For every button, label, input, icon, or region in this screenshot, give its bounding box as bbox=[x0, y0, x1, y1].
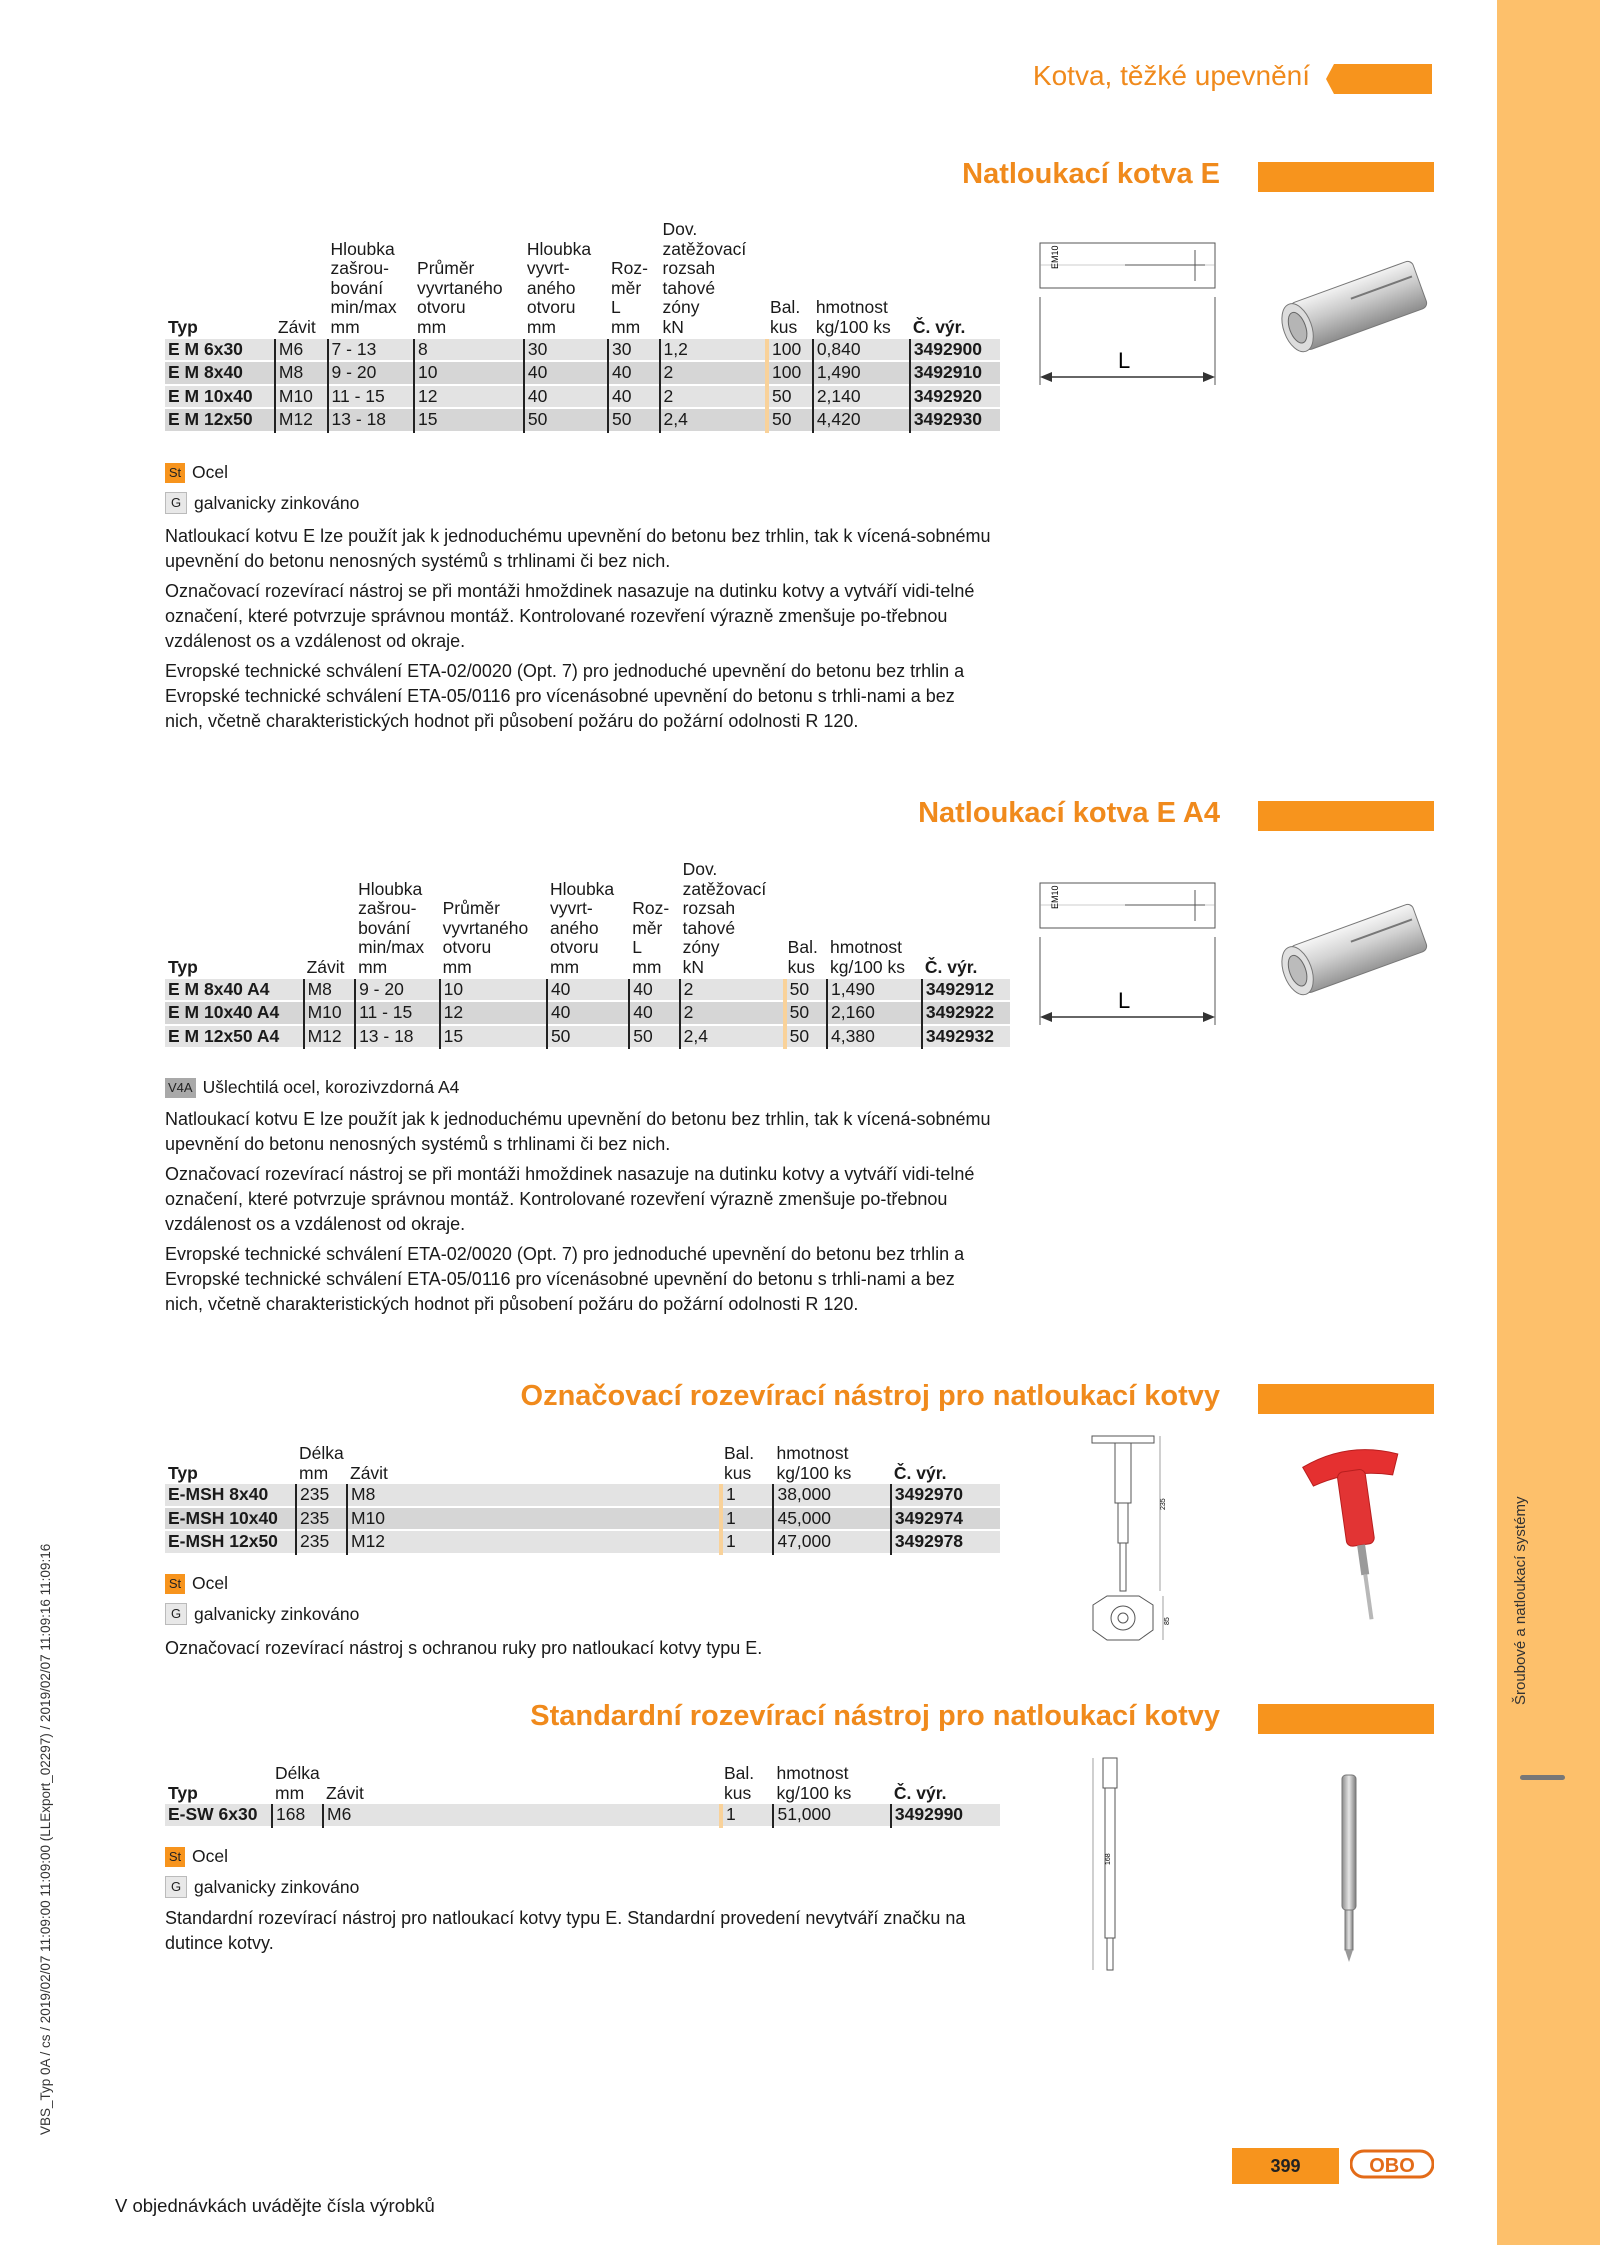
cell-cv: 3492920 bbox=[910, 385, 1000, 409]
cell-hm: 4,380 bbox=[827, 1025, 922, 1049]
cell-hv: 40 bbox=[547, 1001, 629, 1025]
cell-pr: 15 bbox=[414, 408, 524, 432]
g-badge: G bbox=[165, 1876, 187, 1898]
col-prumer: Průměr vyvrtaného otvoru mm bbox=[442, 898, 529, 977]
dim-label: 85 bbox=[1164, 1617, 1171, 1625]
cell-cv: 3492910 bbox=[910, 361, 1000, 385]
cell-hv: 30 bbox=[524, 339, 608, 362]
section3-rows bbox=[165, 1484, 1000, 1554]
cell-cv: 3492974 bbox=[891, 1507, 1000, 1531]
col-hloubka-zas: Hloubka zašrou- bování min/max mm bbox=[330, 238, 397, 337]
cell-hv: 40 bbox=[524, 385, 608, 409]
cell-hm: 2,160 bbox=[827, 1001, 922, 1025]
cell-cv: 3492922 bbox=[922, 1001, 1010, 1025]
dim-label: 168 bbox=[1105, 1853, 1112, 1865]
col-bal: Bal. kus bbox=[724, 1763, 755, 1803]
table-row bbox=[165, 1001, 1010, 1025]
section2-title: Natloukací kotva E A4 bbox=[918, 797, 1220, 829]
cell-typ: E M 12x50 bbox=[168, 409, 253, 430]
standard-tool-drawing bbox=[1085, 1750, 1145, 1980]
material-label: galvanicky zinkováno bbox=[194, 1603, 360, 1624]
cell-hz: 7 - 13 bbox=[328, 339, 414, 362]
section1-rows bbox=[165, 339, 1000, 432]
footer-note: V objednávkách uvádějte čísla výrobků bbox=[115, 2195, 435, 2216]
cell-delka: 235 bbox=[296, 1484, 347, 1507]
desc-paragraph: Natloukací kotvu E lze použít jak k jednoduchému upevnění do betonu bez trhlin, tak k vícená-sobnému upevnění do betonu nenosných systémů s trhlinami či bez nich. bbox=[165, 1109, 991, 1154]
cell-typ: E M 10x40 bbox=[168, 385, 253, 406]
st-badge: St bbox=[165, 1574, 185, 1594]
cell-hm: 4,420 bbox=[813, 408, 910, 432]
cell-hv: 40 bbox=[547, 979, 629, 1002]
cell-hz: 11 - 15 bbox=[355, 1001, 440, 1025]
col-typ: Typ bbox=[168, 956, 198, 977]
desc-paragraph: Evropské technické schválení ETA-02/0020 (Opt. 7) pro jednoduché upevnění do betonu bez trhlin a Evropské technické schválení ETA-05/0116 pro vícenásobné upevnění do betonu s trhli-nami a bez nich, včetně charakteristických hodnot při působení požáru do požární odolnosti R 120. bbox=[165, 661, 965, 731]
header-tab-bar bbox=[1326, 64, 1432, 94]
cell-typ: E-MSH 8x40 bbox=[168, 1484, 269, 1505]
section4-rows bbox=[165, 1804, 1000, 1827]
section1-table bbox=[165, 220, 1000, 433]
cell-bal: 50 bbox=[767, 385, 813, 409]
cell-bal: 50 bbox=[785, 979, 827, 1002]
cell-typ: E M 6x30 bbox=[168, 338, 243, 359]
section2-table bbox=[165, 860, 1010, 1049]
section4-bar bbox=[1258, 1704, 1434, 1734]
cell-hz: 9 - 20 bbox=[328, 361, 414, 385]
col-hmotnost: hmotnost kg/100 ks bbox=[776, 1443, 852, 1483]
col-typ: Typ bbox=[168, 1782, 198, 1803]
cell-hv: 40 bbox=[524, 361, 608, 385]
col-zavit: Závit bbox=[350, 1462, 388, 1483]
cell-cv: 3492978 bbox=[891, 1530, 1000, 1554]
cell-cv: 3492990 bbox=[891, 1804, 1000, 1827]
cell-typ: E-MSH 10x40 bbox=[168, 1507, 278, 1528]
cell-zavit: M6 bbox=[275, 339, 328, 362]
material-st bbox=[165, 1846, 228, 1867]
dim-label: 235 bbox=[1160, 1498, 1167, 1510]
table-row bbox=[165, 1484, 1000, 1507]
cell-typ: E M 10x40 A4 bbox=[168, 1002, 280, 1023]
col-zatez: Dov. zatěžovací rozsah tahové zóny kN bbox=[682, 859, 767, 977]
dimension-label: L bbox=[1118, 348, 1131, 373]
cell-bal: 50 bbox=[785, 1025, 827, 1049]
page-header-title: Kotva, těžké upevnění bbox=[1032, 60, 1310, 91]
section3-bar bbox=[1258, 1384, 1434, 1414]
cell-hv: 50 bbox=[547, 1025, 629, 1049]
anchor-drawing bbox=[1030, 225, 1230, 400]
cell-bal: 1 bbox=[721, 1484, 773, 1507]
print-stamp: VBS_Typ 0A / cs / 2019/02/07 11:09:00 11:09:00 (LLExport_02297) / 2019/02/07 11:09:16 11:09:16 bbox=[38, 1543, 53, 2135]
marking-tool-photo bbox=[1300, 1440, 1420, 1630]
table-row bbox=[165, 1507, 1000, 1531]
cell-zavit: M6 bbox=[323, 1804, 721, 1827]
obo-logo bbox=[1350, 2147, 1434, 2181]
standard-tool-photo bbox=[1320, 1770, 1380, 1970]
col-zavit: Závit bbox=[326, 1782, 364, 1803]
cell-l: 30 bbox=[608, 339, 660, 362]
col-cislo: Č. výr. bbox=[893, 1782, 947, 1803]
cell-pr: 12 bbox=[414, 385, 524, 409]
desc-paragraph: Evropské technické schválení ETA-02/0020 (Opt. 7) pro jednoduché upevnění do betonu bez trhlin a Evropské technické schválení ETA-05/0116 pro vícenásobné upevnění do betonu s trhli-nami a bez nich, včetně charakteristických hodnot při působení požáru do požární odolnosti R 120. bbox=[165, 1244, 965, 1314]
anchor-a4-photo bbox=[1260, 893, 1450, 1013]
cell-l: 40 bbox=[608, 385, 660, 409]
cell-hz: 13 - 18 bbox=[355, 1025, 440, 1049]
anchor-photo bbox=[1260, 250, 1450, 370]
sidebar-tool-icon bbox=[1520, 1775, 1565, 1780]
material-g bbox=[165, 1876, 359, 1898]
col-zatez: Dov. zatěžovací rozsah tahové zóny kN bbox=[662, 219, 747, 337]
col-zavit: Závit bbox=[277, 316, 316, 337]
cell-hm: 51,000 bbox=[773, 1804, 890, 1827]
cell-typ: E M 8x40 A4 bbox=[168, 978, 270, 999]
cell-hv: 50 bbox=[524, 408, 608, 432]
cell-bal: 50 bbox=[767, 408, 813, 432]
cell-cv: 3492912 bbox=[922, 979, 1010, 1002]
cell-hm: 0,840 bbox=[813, 339, 910, 362]
col-prumer: Průměr vyvrtaného otvoru mm bbox=[417, 258, 503, 337]
cell-typ: E-MSH 12x50 bbox=[168, 1531, 278, 1552]
section4-table bbox=[165, 1764, 1000, 1828]
cell-pr: 10 bbox=[414, 361, 524, 385]
cell-kn: 2 bbox=[680, 979, 785, 1002]
desc-paragraph: Označovací rozevírací nástroj se při montáži hmoždinek nasazuje na dutinku kotvy a vytváří vidi-telné označení, které potvrzuje správnou montáž. Kontrolované rozevření výrazně zmenšuje po-třebnou vzdálenost os a vzdálenost od okraje. bbox=[165, 1164, 975, 1234]
table-row bbox=[165, 361, 1000, 385]
table-row bbox=[165, 339, 1000, 362]
sidebar-strip bbox=[1497, 0, 1600, 2245]
material-v4a bbox=[165, 1077, 459, 1098]
material-g bbox=[165, 492, 359, 514]
cell-hm: 2,140 bbox=[813, 385, 910, 409]
table-row bbox=[165, 408, 1000, 432]
marking-tool-drawing bbox=[1085, 1430, 1175, 1655]
material-label: galvanicky zinkováno bbox=[194, 1876, 360, 1897]
cell-typ: E M 12x50 A4 bbox=[168, 1025, 280, 1046]
cell-typ: E-SW 6x30 bbox=[168, 1804, 258, 1825]
col-hloubka-vyv: Hloubka vyvrt- aného otvoru mm bbox=[549, 878, 615, 977]
page-number: 399 bbox=[1232, 2148, 1339, 2184]
col-bal: Bal. kus bbox=[770, 297, 801, 337]
section2-rows bbox=[165, 979, 1010, 1049]
cell-bal: 100 bbox=[767, 339, 813, 362]
anchor-mark: EM10 bbox=[1050, 245, 1060, 269]
col-cislo: Č. výr. bbox=[912, 316, 966, 337]
cell-hm: 47,000 bbox=[773, 1530, 890, 1554]
cell-cv: 3492900 bbox=[910, 339, 1000, 362]
col-cislo: Č. výr. bbox=[893, 1462, 947, 1483]
cell-kn: 2 bbox=[680, 1001, 785, 1025]
cell-hm: 38,000 bbox=[773, 1484, 890, 1507]
col-hmotnost: hmotnost kg/100 ks bbox=[815, 297, 891, 337]
dimension-label: L bbox=[1118, 988, 1131, 1013]
cell-l: 50 bbox=[608, 408, 660, 432]
cell-zavit: M12 bbox=[275, 408, 328, 432]
cell-kn: 2,4 bbox=[680, 1025, 785, 1049]
material-label: galvanicky zinkováno bbox=[194, 492, 360, 513]
section3-table bbox=[165, 1444, 1000, 1555]
section1-bar bbox=[1258, 162, 1434, 192]
table-row bbox=[165, 1530, 1000, 1554]
cell-cv: 3492970 bbox=[891, 1484, 1000, 1507]
st-badge: St bbox=[165, 463, 185, 483]
cell-pr: 15 bbox=[440, 1025, 547, 1049]
cell-zavit: M10 bbox=[304, 1001, 355, 1025]
cell-kn: 2 bbox=[660, 385, 768, 409]
material-st bbox=[165, 1573, 228, 1594]
table-row bbox=[165, 979, 1010, 1002]
section4-title: Standardní rozevírací nástroj pro natloukací kotvy bbox=[530, 1700, 1220, 1732]
col-rozmer: Roz- měr L mm bbox=[632, 898, 670, 977]
section1-title: Natloukací kotva E bbox=[962, 158, 1220, 190]
cell-cv: 3492930 bbox=[910, 408, 1000, 432]
col-typ: Typ bbox=[168, 1462, 198, 1483]
col-hmotnost: hmotnost kg/100 ks bbox=[830, 937, 905, 977]
cell-hz: 13 - 18 bbox=[328, 408, 414, 432]
cell-l: 40 bbox=[629, 1001, 679, 1025]
cell-delka: 235 bbox=[296, 1507, 347, 1531]
table-row bbox=[165, 1804, 1000, 1827]
material-label: Ocel bbox=[192, 1846, 228, 1866]
cell-bal: 1 bbox=[721, 1804, 773, 1827]
anchor-mark: EM10 bbox=[1050, 885, 1060, 909]
col-hloubka-zas: Hloubka zašrou- bování min/max mm bbox=[358, 878, 425, 977]
cell-zavit: M10 bbox=[347, 1507, 721, 1531]
desc-paragraph: Označovací rozevírací nástroj se při montáži hmoždinek nasazuje na dutinku kotvy a vytváří vidi-telné označení, které potvrzuje správnou montáž. Kontrolované rozevření výrazně zmenšuje po-třebnou vzdálenost os a vzdálenost od okraje. bbox=[165, 581, 975, 651]
cell-zavit: M8 bbox=[347, 1484, 721, 1507]
col-bal: Bal. kus bbox=[724, 1443, 755, 1483]
section4-description bbox=[165, 1906, 995, 1961]
col-delka: Délka mm bbox=[275, 1763, 320, 1803]
cell-pr: 10 bbox=[440, 979, 547, 1002]
cell-hm: 1,490 bbox=[827, 979, 922, 1002]
section3-description bbox=[165, 1636, 995, 1666]
cell-bal: 1 bbox=[721, 1507, 773, 1531]
col-bal: Bal. kus bbox=[787, 937, 818, 977]
cell-bal: 50 bbox=[785, 1001, 827, 1025]
cell-kn: 1,2 bbox=[660, 339, 768, 362]
cell-zavit: M12 bbox=[347, 1530, 721, 1554]
col-zavit: Závit bbox=[306, 956, 345, 977]
anchor-a4-drawing bbox=[1030, 865, 1230, 1040]
cell-zavit: M8 bbox=[275, 361, 328, 385]
sidebar-label: Šroubové a natloukací systémy bbox=[1512, 1496, 1529, 1705]
cell-cv: 3492932 bbox=[922, 1025, 1010, 1049]
cell-pr: 12 bbox=[440, 1001, 547, 1025]
table-row bbox=[165, 1025, 1010, 1049]
desc-paragraph: Standardní rozevírací nástroj pro natloukací kotvy typu E. Standardní provedení nevytváří značku na dutince kotvy. bbox=[165, 1908, 966, 1953]
cell-l: 40 bbox=[608, 361, 660, 385]
section2-description bbox=[165, 1107, 995, 1322]
material-st bbox=[165, 462, 228, 483]
st-badge: St bbox=[165, 1847, 185, 1867]
logo-text: OBO bbox=[1369, 2155, 1415, 2177]
material-g bbox=[165, 1603, 359, 1625]
section1-description bbox=[165, 524, 995, 739]
desc-paragraph: Natloukací kotvu E lze použít jak k jednoduchému upevnění do betonu bez trhlin, tak k vícená-sobnému upevnění do betonu nenosných systémů s trhlinami či bez nich. bbox=[165, 526, 991, 571]
col-rozmer: Roz- měr L mm bbox=[611, 258, 648, 337]
cell-delka: 168 bbox=[272, 1804, 323, 1827]
col-hmotnost: hmotnost kg/100 ks bbox=[776, 1763, 852, 1803]
desc-paragraph: Označovací rozevírací nástroj s ochranou ruky pro natloukací kotvy typu E. bbox=[165, 1638, 763, 1658]
material-label: Ušlechtilá ocel, korozivzdorná A4 bbox=[202, 1077, 460, 1097]
cell-zavit: M12 bbox=[304, 1025, 355, 1049]
cell-hz: 11 - 15 bbox=[328, 385, 414, 409]
cell-pr: 8 bbox=[414, 339, 524, 362]
cell-l: 40 bbox=[629, 979, 679, 1002]
col-delka: Délka mm bbox=[299, 1443, 344, 1483]
cell-kn: 2,4 bbox=[660, 408, 768, 432]
cell-hm: 1,490 bbox=[813, 361, 910, 385]
v4a-badge: V4A bbox=[165, 1078, 196, 1098]
cell-typ: E M 8x40 bbox=[168, 362, 243, 383]
cell-hz: 9 - 20 bbox=[355, 979, 440, 1002]
col-hloubka-vyv: Hloubka vyvrt- aného otvoru mm bbox=[526, 238, 592, 337]
section3-title: Označovací rozevírací nástroj pro natloukací kotvy bbox=[520, 1380, 1220, 1412]
cell-hm: 45,000 bbox=[773, 1507, 890, 1531]
cell-kn: 2 bbox=[660, 361, 768, 385]
col-cislo: Č. výr. bbox=[924, 956, 978, 977]
cell-bal: 100 bbox=[767, 361, 813, 385]
col-typ: Typ bbox=[168, 316, 198, 337]
g-badge: G bbox=[165, 492, 187, 514]
table-row bbox=[165, 385, 1000, 409]
section2-bar bbox=[1258, 801, 1434, 831]
material-label: Ocel bbox=[192, 462, 228, 482]
cell-l: 50 bbox=[629, 1025, 679, 1049]
cell-zavit: M8 bbox=[304, 979, 355, 1002]
material-label: Ocel bbox=[192, 1573, 228, 1593]
cell-bal: 1 bbox=[721, 1530, 773, 1554]
g-badge: G bbox=[165, 1603, 187, 1625]
cell-delka: 235 bbox=[296, 1530, 347, 1554]
cell-zavit: M10 bbox=[275, 385, 328, 409]
